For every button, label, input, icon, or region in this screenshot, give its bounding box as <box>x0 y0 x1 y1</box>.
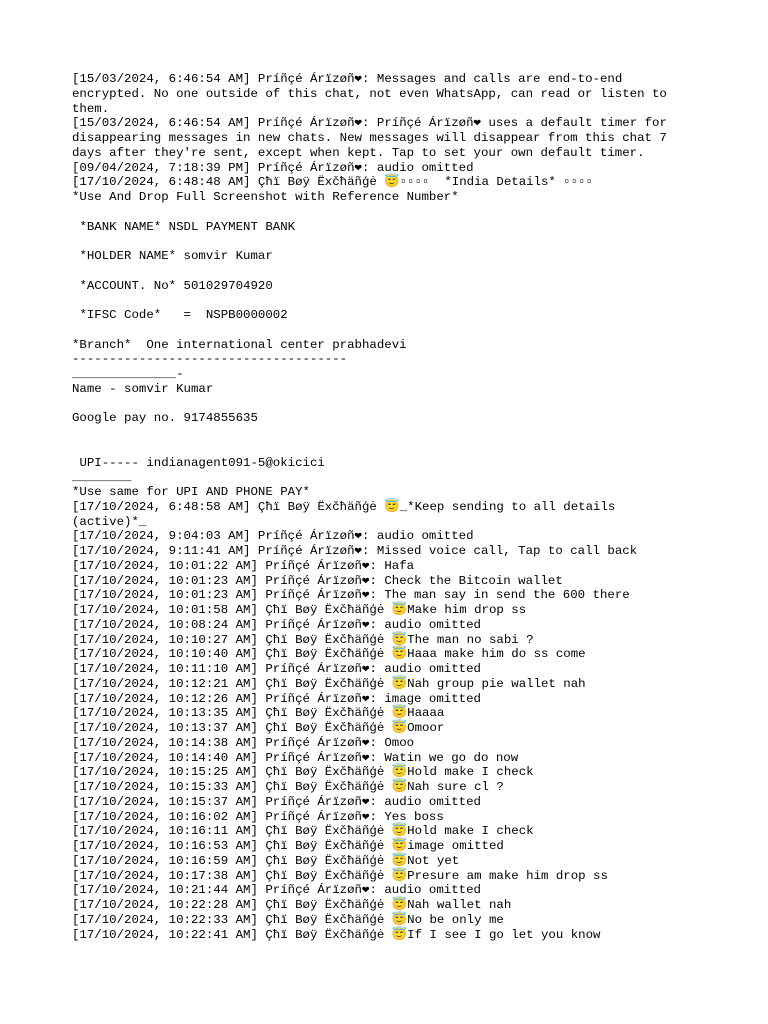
chat-line: *Use And Drop Full Screenshot with Reference Number* <box>72 190 459 204</box>
chat-line: [17/10/2024, 10:01:22 AM] Príñçé Árïzøñ❤: Hafa <box>72 558 415 573</box>
chat-line: [15/03/2024, 6:46:54 AM] Príñçé Árïzøñ❤: Príñçé Árïzøñ❤ uses a default timer for disappearing messages in new chats. New messages will disappear from this chat 7 days after they're sent, except when kept. Tap to set your own default timer. <box>72 116 675 160</box>
chat-line: [17/10/2024, 9:04:03 AM] Príñçé Árïzøñ❤: audio omitted <box>72 529 474 544</box>
chat-line <box>72 234 692 249</box>
chat-line: [17/10/2024, 10:15:37 AM] Príñçé Árïzøñ❤: audio omitted <box>72 794 481 809</box>
chat-line: *Use same for UPI AND PHONE PAY* <box>72 485 310 499</box>
chat-line <box>72 426 692 441</box>
chat-line: [17/10/2024, 6:48:48 AM] Çħï Bøÿ Ëxčħäñģė 😇▫▫▫▫ *India Details* ▫▫▫▫ <box>72 175 594 190</box>
chat-line: UPI----- indianagent091-5@okicici <box>72 455 325 470</box>
chat-line: [17/10/2024, 9:11:41 AM] Príñçé Árïzøñ❤: Missed voice call, Tap to call back <box>72 544 638 558</box>
chat-line: [17/10/2024, 10:15:25 AM] Çħï Bøÿ Ëxčħäñģė 😇Hold make I check <box>72 765 534 780</box>
chat-line: [17/10/2024, 10:14:40 AM] Príñçé Árïzøñ❤: Watin we go do now <box>72 750 519 765</box>
chat-line: [17/10/2024, 10:01:23 AM] Príñçé Árïzøñ❤: The man say in send the 600 there <box>72 588 630 603</box>
chat-line: [17/10/2024, 10:10:40 AM] Çħï Bøÿ Ëxčħäñģė 😇Haaa make him do ss come <box>72 647 586 662</box>
chat-line: [17/10/2024, 10:10:27 AM] Çħï Bøÿ Ëxčħäñģė 😇The man no sabi ? <box>72 632 534 647</box>
chat-export-document <box>72 72 692 942</box>
chat-line: ------------------------------------- <box>72 352 348 367</box>
chat-line: [17/10/2024, 10:14:38 AM] Príñçé Árïzøñ❤: Omoo <box>72 735 415 750</box>
chat-line: [17/10/2024, 10:22:41 AM] Çħï Bøÿ Ëxčħäñģė 😇If I see I go let you know <box>72 927 601 942</box>
chat-line: [09/04/2024, 7:18:39 PM] Príñçé Árïzøñ❤: audio omitted <box>72 160 474 175</box>
chat-line: *ACCOUNT. No* 501029704920 <box>72 278 273 293</box>
chat-line: *IFSC Code* = NSPB0000002 <box>72 308 288 322</box>
chat-line: [17/10/2024, 10:13:35 AM] Çħï Bøÿ Ëxčħäñģė 😇Haaaa <box>72 706 445 721</box>
chat-line: [17/10/2024, 10:17:38 AM] Çħï Bøÿ Ëxčħäñģė 😇Presure am make him drop ss <box>72 868 608 883</box>
chat-line: [15/03/2024, 6:46:54 AM] Príñçé Árïzøñ❤: Messages and calls are end-to-end encrypted. No one outside of this chat, not even WhatsApp, can read or listen to them. <box>72 72 675 116</box>
chat-line: Name - somvir Kumar <box>72 381 214 396</box>
chat-line: [17/10/2024, 10:16:11 AM] Çħï Bøÿ Ëxčħäñģė 😇Hold make I check <box>72 824 534 839</box>
chat-line: ________ <box>72 470 132 485</box>
chat-line: [17/10/2024, 10:21:44 AM] Príñçé Árïzøñ❤: audio omitted <box>72 883 481 898</box>
chat-line: [17/10/2024, 10:16:02 AM] Príñçé Árïzøñ❤: Yes boss <box>72 809 444 824</box>
chat-line <box>72 264 692 279</box>
chat-line: [17/10/2024, 10:15:33 AM] Çħï Bøÿ Ëxčħäñģė 😇Nah sure cl ? <box>72 780 504 794</box>
chat-line: [17/10/2024, 10:12:21 AM] Çħï Bøÿ Ëxčħäñģė 😇Nah group pie wallet nah <box>72 676 586 691</box>
chat-line: *Branch* One international center prabhadevi <box>72 337 407 352</box>
chat-line: Google pay no. 9174855635 <box>72 411 258 426</box>
chat-line: [17/10/2024, 10:22:33 AM] Çħï Bøÿ Ëxčħäñģė 😇No be only me <box>72 912 504 927</box>
chat-line: *BANK NAME* NSDL PAYMENT BANK <box>72 219 296 234</box>
chat-line: ______________- <box>72 367 184 381</box>
chat-line: [17/10/2024, 6:48:58 AM] Çħï Bøÿ Ëxčħäñģė 😇_*Keep sending to all details (active)*_ <box>72 499 623 529</box>
chat-line: [17/10/2024, 10:16:53 AM] Çħï Bøÿ Ëxčħäñģė 😇image omitted <box>72 839 504 853</box>
chat-line: [17/10/2024, 10:16:59 AM] Çħï Bøÿ Ëxčħäñģė 😇Not yet <box>72 853 460 868</box>
chat-line <box>72 323 692 338</box>
chat-line: [17/10/2024, 10:12:26 AM] Príñçé Árïzøñ❤: image omitted <box>72 691 481 706</box>
chat-line <box>72 205 692 220</box>
chat-line: [17/10/2024, 10:01:58 AM] Çħï Bøÿ Ëxčħäñģė 😇Make him drop ss <box>72 603 527 617</box>
chat-line: *HOLDER NAME* somvir Kumar <box>72 249 273 263</box>
chat-line: [17/10/2024, 10:01:23 AM] Príñçé Árïzøñ❤: Check the Bitcoin wallet <box>72 573 563 588</box>
chat-line: [17/10/2024, 10:22:28 AM] Çħï Bøÿ Ëxčħäñģė 😇Nah wallet nah <box>72 898 512 912</box>
chat-line <box>72 293 692 308</box>
chat-line: [17/10/2024, 10:11:10 AM] Príñçé Árïzøñ❤: audio omitted <box>72 662 481 676</box>
chat-line <box>72 441 692 456</box>
chat-line: [17/10/2024, 10:13:37 AM] Çħï Bøÿ Ëxčħäñģė 😇Omoor <box>72 721 445 735</box>
chat-line <box>72 397 692 412</box>
chat-line: [17/10/2024, 10:08:24 AM] Príñçé Árïzøñ❤: audio omitted <box>72 617 481 632</box>
